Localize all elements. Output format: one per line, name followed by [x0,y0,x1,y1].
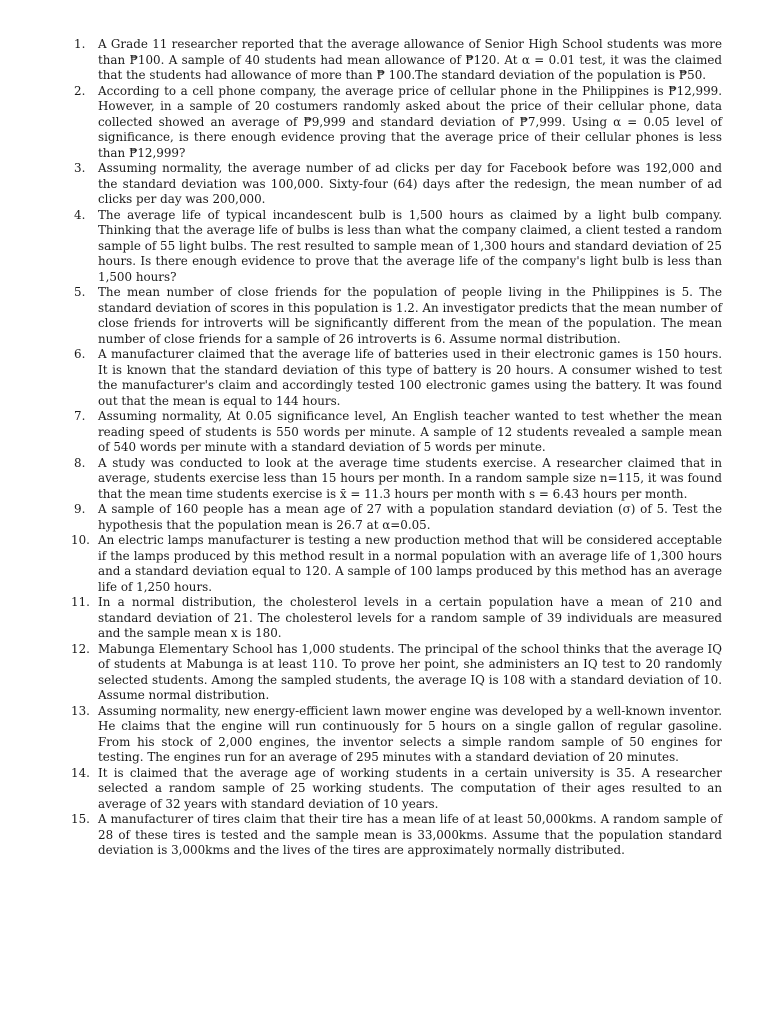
list-item [74,37,722,84]
item-text: In a normal distribution, the cholesterol levels in a certain population have a mean of 210 and standard deviation of 21. The cholesterol levels for a random sample of 39 individuals are measured and the sample mean x is 180. [98,595,722,640]
list-item [71,812,722,859]
item-number: 5. [74,285,86,299]
list-item [74,84,722,162]
item-number: 14. [71,765,90,780]
list-item [74,347,722,409]
item-text: A manufacturer of tires claim that their tire has a mean life of at least 50,000kms. A random sample of 28 of these tires is tested and the sample mean is 33,000kms. Assume that the population standard deviation is 3,000kms and the lives of the tires are approximately normally distributed. [98,812,722,857]
item-number: 13. [71,703,90,718]
item-number: 6. [74,347,86,361]
problem-list [71,37,722,859]
item-number: 8. [74,455,86,470]
item-number: 1. [74,37,86,51]
list-item [74,161,722,208]
list-item [74,409,722,456]
item-text: A manufacturer claimed that the average life of batteries used in their electronic games is 150 hours. It is known that the standard deviation of this type of battery is 20 hours. A consumer wished to test the manufacturer's claim and accordingly tested 100 electronic games using the battery. It was found out that the mean is equal to 144 hours. [98,347,722,408]
item-text: An electric lamps manufacturer is testing a new production method that will be considered acceptable if the lamps produced by this method result in a normal population with an average life of 1,300 hours and a standard deviation equal to 120. A sample of 100 lamps produced by this method has an average life of 1,250 hours. [98,533,722,594]
item-number: 12. [71,641,90,656]
item-text: Mabunga Elementary School has 1,000 students. The principal of the school thinks that the average IQ of students at Mabunga is at least 110. To prove her point, she administers an IQ test to 20 randomly selected students. Among the sampled students, the average IQ is 108 with a standard deviation of 10. Assume normal distribution. [98,641,722,702]
item-number: 3. [74,161,86,175]
list-item [74,502,722,533]
item-number: 15. [71,812,90,826]
item-text: A study was conducted to look at the average time students exercise. A researcher claimed that in average, students exercise less than 15 hours per month. In a random sample size n=115, it was found that the mean time students exercise is x̄ = 11.3 hours per month with s = 6.43 hours per month. [98,455,722,501]
list-item [71,641,722,704]
item-text: Assuming normality, the average number of ad clicks per day for Facebook before was 192,000 and the standard deviation was 100,000. Sixty-four (64) days after the redesign, the mean number of ad clicks per day was 200,000. [98,161,722,206]
item-number: 9. [74,502,86,516]
list-item [71,703,722,766]
list-item [71,533,722,595]
item-number: 11. [71,595,90,609]
item-number: 4. [74,207,86,222]
item-text: Assuming normality, new energy-efficient lawn mower engine was developed by a well-known inventor. He claims that the engine will run continuously for 5 hours on a single gallon of regular gasoline. From his stock of 2,000 engines, the inventor selects a simple random sample of 50 engines for testing. The engines run for an average of 295 minutes with a standard deviation of 20 minutes. [98,703,722,764]
item-text: A Grade 11 researcher reported that the average allowance of Senior High School students was more than ₱100. A sample of 40 students had mean allowance of ₱120. At α = 0.01 test, it was the claimed that the students had allowance of more than ₱ 100.The standard deviation of the population is ₱50. [98,37,722,82]
list-item [71,765,722,813]
list-item [74,285,722,347]
item-number: 10. [71,533,90,547]
item-text: Assuming normality, At 0.05 significance level, An English teacher wanted to test whether the mean reading speed of students is 550 words per minute. A sample of 12 students revealed a sample mean of 540 words per minute with a standard deviation of 5 words per minute. [98,409,722,454]
item-text: The mean number of close friends for the population of people living in the Philippines is 5. The standard deviation of scores in this population is 1.2. An investigator predicts that the mean number of close friends for introverts will be significantly different from the mean of the population. The mean number of close friends for a sample of 26 introverts is 6. Assume normal distribution. [98,285,722,346]
item-number: 7. [74,409,86,423]
item-text: A sample of 160 people has a mean age of 27 with a population standard deviation (σ) of 5. Test the hypothesis that the population mean is 26.7 at α=0.05. [98,502,722,532]
item-number: 2. [74,83,86,98]
item-text: The average life of typical incandescent bulb is 1,500 hours as claimed by a light bulb company. Thinking that the average life of bulbs is less than what the company claimed, a client tested a random sample of 55 light bulbs. The rest resulted to sample mean of 1,300 hours and standard deviation of 25 hours. Is there enough evidence to prove that the average life of the company's light bulb is less than 1,500 hours? [98,207,722,284]
list-item [74,456,722,503]
list-item [71,595,722,642]
item-text: It is claimed that the average age of working students in a certain university is 35. A researcher selected a random sample of 25 working students. The computation of their ages resulted to an average of 32 years with standard deviation of 10 years. [98,765,722,811]
list-item [74,208,722,286]
item-text: According to a cell phone company, the average price of cellular phone in the Philippines is ₱12,999. However, in a sample of 20 costumers randomly asked about the price of their cellular phone, data collected showed an average of ₱9,999 and standard deviation of ₱7,999. Using α = 0.05 level of significance, is there enough evidence proving that the average price of their cellular phones is less than ₱12,999? [98,83,722,160]
